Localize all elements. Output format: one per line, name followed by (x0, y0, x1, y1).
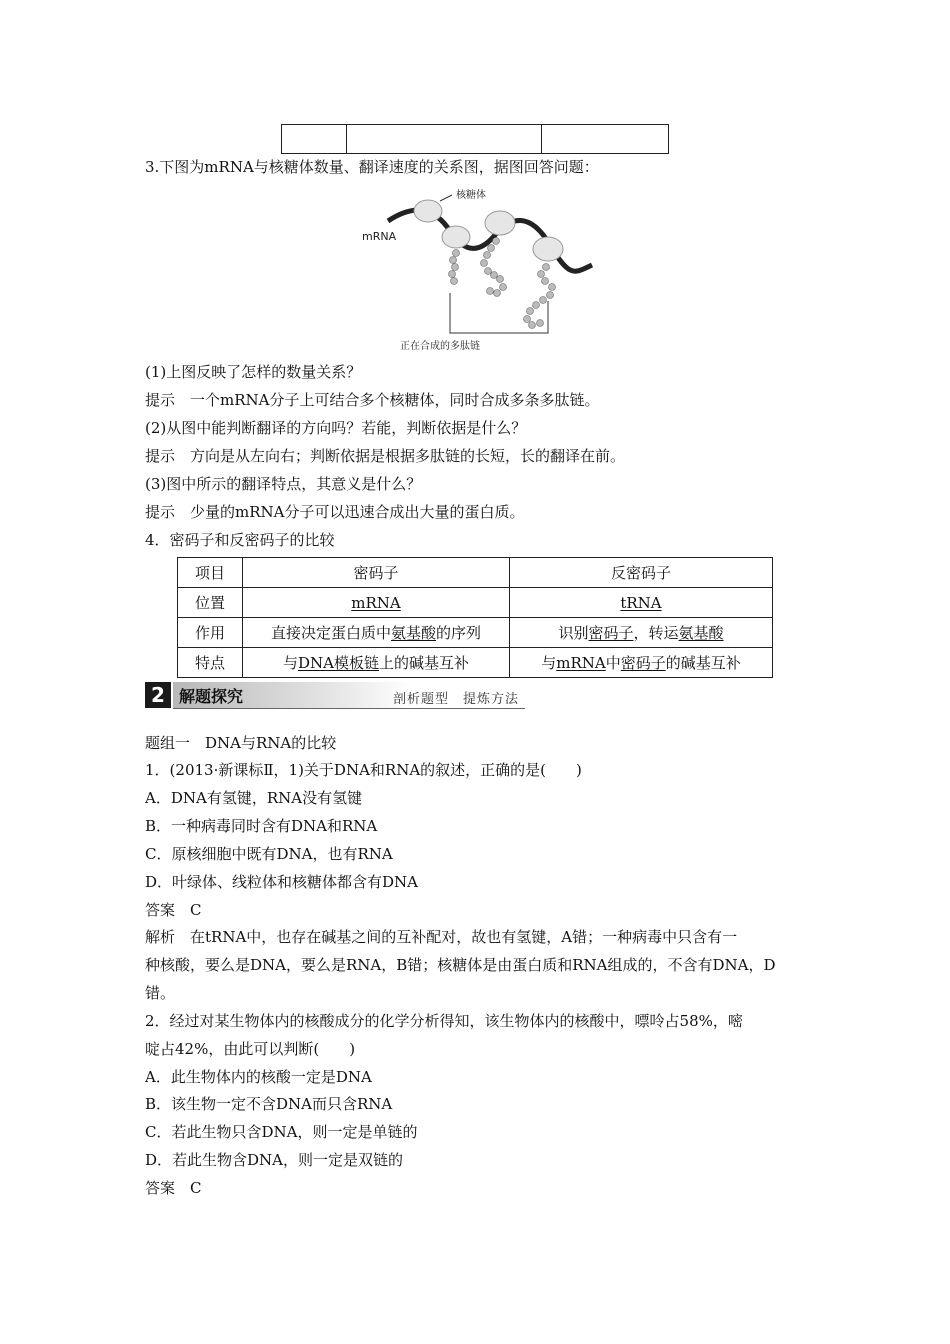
option: C．若此生物只含DNA，则一定是单链的 (145, 1123, 418, 1141)
underlined-term: mRNA (556, 654, 606, 672)
ribosome-label: 核糖体 (456, 190, 486, 201)
section-header (145, 682, 525, 708)
peptide-label: 正在合成的多肽链 (400, 341, 480, 352)
ribosome (414, 200, 442, 222)
analysis-line: 种核酸，要么是DNA，要么是RNA，B错；核糖体是由蛋白质和RNA组成的，不含有DNA，D (145, 956, 776, 974)
question-3-title: 3.下图为mRNA与核糖体数量、翻译速度的关系图，据图回答问题： (145, 158, 599, 176)
underlined-term: 密码子 (620, 654, 666, 672)
hint-answer: 提示 方向是从左向右；判断依据是根据多肽链的长短，长的翻译在前。 (145, 447, 626, 465)
table-header-cell: 密码子 (243, 558, 510, 588)
section-subtitle: 剖析题型 提炼方法 (393, 692, 520, 707)
option: C．原核细胞中既有DNA，也有RNA (145, 845, 393, 863)
section-title: 解题探究 (179, 687, 244, 706)
table-divider (346, 125, 347, 153)
analysis-line: 错。 (145, 984, 176, 1002)
label-leader (440, 195, 452, 201)
table-header-cell: 反密码子 (510, 558, 773, 588)
table-header-cell: 项目 (178, 558, 243, 588)
table-row (178, 648, 773, 678)
sub-question: (3)图中所示的翻译特点，其意义是什么？ (145, 475, 422, 493)
cell-text: 的序列 (436, 624, 482, 642)
table-row (178, 588, 773, 618)
hint-answer: 提示 少量的mRNA分子可以迅速合成出大量的蛋白质。 (145, 503, 525, 521)
underlined-term: DNA模板链 (298, 654, 379, 672)
section-number: 2 (145, 682, 171, 708)
cell-text: ，转运 (633, 624, 679, 642)
cell-text: 与 (282, 654, 298, 672)
cell-text: 上的碱基互补 (378, 654, 469, 672)
table-row (178, 618, 773, 648)
row-label: 特点 (178, 648, 243, 678)
section-rule (173, 708, 525, 709)
problem-stem: 2．经过对某生物体内的核酸成分的化学分析得知，该生物体内的核酸中，嘌呤占58%，嘧 (145, 1012, 743, 1030)
polyribosome-figure (360, 183, 610, 355)
option: A．此生物体内的核酸一定是DNA (145, 1068, 372, 1086)
table-fragment (281, 124, 669, 154)
cell-text: 直接决定蛋白质中 (270, 624, 391, 642)
cell-text: 中 (605, 654, 621, 672)
codon-comparison-table (177, 557, 773, 678)
option: D．若此生物含DNA，则一定是双链的 (145, 1151, 404, 1169)
table-cell (243, 588, 510, 618)
mrna-label: mRNA (362, 230, 397, 243)
row-label: 作用 (178, 618, 243, 648)
cell-text: 与 (541, 654, 557, 672)
answer: 答案 C (145, 901, 202, 919)
option: B．该生物一定不含DNA而只含RNA (145, 1095, 393, 1113)
underlined-term: 氨基酸 (678, 624, 724, 642)
ribosome (485, 211, 515, 235)
table-cell (243, 648, 510, 678)
underlined-term: mRNA (351, 593, 401, 612)
row-label: 位置 (178, 588, 243, 618)
section-title-bar (173, 682, 413, 708)
hint-answer: 提示 一个mRNA分子上可结合多个核糖体，同时合成多条多肽链。 (145, 391, 600, 409)
ribosome (442, 226, 470, 248)
underlined-term: 氨基酸 (390, 624, 436, 642)
table-row (178, 558, 773, 588)
cell-text: 识别 (558, 624, 589, 642)
table-cell (243, 618, 510, 648)
table-cell (510, 588, 773, 618)
underlined-term: tRNA (620, 593, 662, 612)
sub-question: (1)上图反映了怎样的数量关系？ (145, 363, 362, 381)
question-4-title: 4．密码子和反密码子的比较 (145, 531, 335, 549)
underlined-term: 密码子 (588, 624, 634, 642)
option: A．DNA有氢键，RNA没有氢键 (145, 789, 363, 807)
sub-question: (2)从图中能判断翻译的方向吗？若能，判断依据是什么？ (145, 419, 527, 437)
analysis-line: 解析 在tRNA中，也存在碱基之间的互补配对，故也有氢键，A错；一种病毒中只含有一 (145, 928, 738, 946)
ribosome (533, 237, 563, 261)
option: D．叶绿体、线粒体和核糖体都含有DNA (145, 873, 419, 891)
cell-text: 的碱基互补 (665, 654, 741, 672)
problem-stem: 1．(2013·新课标Ⅱ，1)关于DNA和RNA的叙述，正确的是( ) (145, 761, 582, 779)
table-cell (510, 618, 773, 648)
table-divider (541, 125, 542, 153)
problem-stem: 啶占42%，由此可以判断( ) (145, 1040, 356, 1058)
group-title: 题组一 DNA与RNA的比较 (145, 734, 337, 752)
answer: 答案 C (145, 1179, 202, 1197)
option: B．一种病毒同时含有DNA和RNA (145, 817, 378, 835)
table-cell (510, 648, 773, 678)
